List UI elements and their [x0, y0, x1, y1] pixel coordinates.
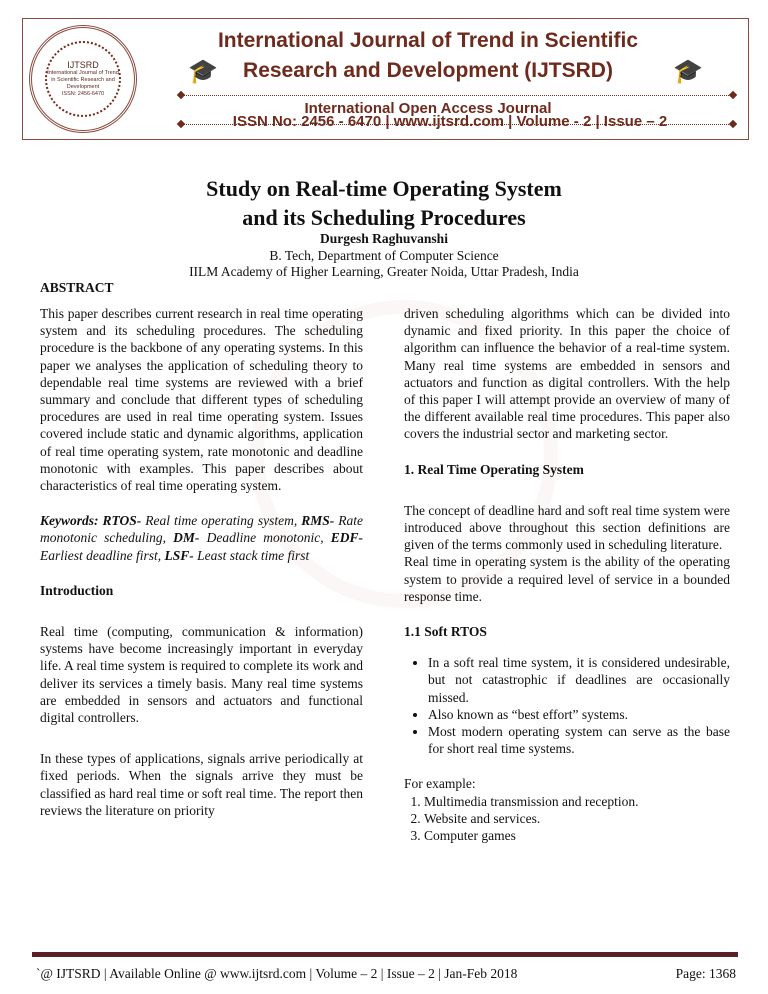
journal-name-line2: Research and Development (IJTSRD)	[243, 59, 613, 82]
logo-abbr: IJTSRD	[67, 60, 99, 70]
list-item: • Most modern operating system can serve as the base for short real time systems.	[428, 723, 730, 757]
bullet-list	[404, 654, 730, 757]
keyword-def: Rate monotonic scheduling,	[40, 513, 363, 546]
subsection-heading: 1.1 Soft RTOS	[404, 624, 487, 640]
keyword-def: Real time operating system,	[141, 513, 302, 529]
footer	[36, 966, 736, 982]
list-item: • In a soft real time system, it is considered undesirable, but not catastrophic if deadlines are occasionally missed.	[428, 654, 730, 706]
numbered-list	[404, 793, 730, 845]
abstract-text: This paper describes current research in real time operating system and its scheduling procedures. The scheduling procedure is the backbone of any operating systems. In this paper we analyses the application of scheduling theory to dependable real time systems are reviewed with a brief summary and conclude that different types of scheduling procedures are used in real time operating system. Issues covered include static and dynamic algorithms, application of real time operating system, rate monotonic and deadline monotonic with examples. This paper describes about characteristics of real time operating system.	[40, 306, 363, 494]
body-paragraph: driven scheduling algorithms which can be divided into dynamic and fixed priority. In this paper the choice of algorithm can influence the behavior of a real-time system. Many real time systems are embedded in sensors and actuators and function as digital controllers. With the help of this paper I will attempt provide an overview of many of the different available real time procedures. This paper also covers the industrial sector and marketing sector.	[404, 306, 730, 442]
author-name: Durgesh Raghuvanshi	[320, 231, 448, 246]
author-block	[0, 231, 768, 281]
left-column	[40, 305, 363, 819]
keyword-term: Keywords: RTOS-	[40, 513, 142, 529]
keyword-def: Deadline monotonic,	[199, 530, 331, 546]
journal-name-line1: International Journal of Trend in Scientific	[217, 29, 639, 52]
graduation-cap-icon: 🎓	[673, 59, 703, 85]
intro-paragraph: In these types of applications, signals arrive periodically at fixed periods. When the signals arrive they must be classified as hard real time or soft real time. The report then reviews the literature on priority	[40, 751, 363, 818]
journal-seal-logo	[29, 25, 137, 133]
issn-line: ISSN No: 2456 - 6470 | www.ijtsrd.com | Volume - 2 | Issue – 2	[232, 113, 668, 130]
list-item: • Also known as “best effort” systems.	[428, 706, 730, 723]
graduation-cap-icon: 🎓	[188, 59, 218, 85]
body-paragraph: Real time in operating system is the ability of the operating system to provide a required level of service in a bounded response time.	[404, 554, 730, 604]
title-line2: and its Scheduling Procedures	[242, 205, 526, 230]
list-item: 2. Website and services.	[424, 810, 730, 827]
section-heading: 1. Real Time Operating System	[404, 461, 584, 477]
intro-paragraph: Real time (computing, communication & information) systems have become increasingly important in everyday life. A real time system is required to complete its work and deliver its services a timely basis. Many real time systems are embedded in sensors and actuators and functional digital controllers.	[40, 624, 363, 726]
keywords	[40, 512, 363, 564]
logo-issn: ISSN: 2456-6470	[61, 91, 105, 97]
open-access-label: International Open Access Journal	[304, 100, 552, 117]
keyword-term: LSF-	[164, 547, 194, 563]
abstract-heading: ABSTRACT	[40, 280, 114, 295]
divider	[181, 95, 733, 96]
keyword-term: DM-	[173, 530, 200, 546]
title-line1: Study on Real-time Operating System	[206, 176, 562, 201]
keyword-def: Least stack time first	[193, 547, 310, 563]
body-paragraph: The concept of deadline hard and soft real time system were introduced above throughout this section definitions are given of the terms commonly used in scheduling literature.	[404, 502, 730, 553]
affiliation: IILM Academy of Higher Learning, Greater Noida, Uttar Pradesh, India	[189, 264, 579, 279]
footer-rule	[32, 952, 738, 957]
keyword-term: EDF-	[330, 530, 363, 546]
list-item: 3. Computer games	[424, 827, 730, 844]
keyword-term: RMS-	[301, 513, 335, 529]
right-column	[404, 305, 730, 844]
paper-title	[0, 174, 768, 232]
keyword-def: Earliest deadline first,	[40, 547, 165, 563]
example-label: For example:	[404, 776, 476, 792]
footer-info: `@ IJTSRD | Available Online @ www.ijtsrd.com | Volume – 2 | Issue – 2 | Jan-Feb 2018	[36, 966, 518, 981]
affiliation: B. Tech, Department of Computer Science	[269, 247, 499, 263]
list-item: 1. Multimedia transmission and reception.	[424, 793, 730, 810]
page-number: Page: 1368	[675, 966, 736, 981]
logo-inner-text: International Journal of Trend in Scientific Research and Development	[47, 70, 119, 90]
introduction-heading: Introduction	[40, 582, 114, 598]
